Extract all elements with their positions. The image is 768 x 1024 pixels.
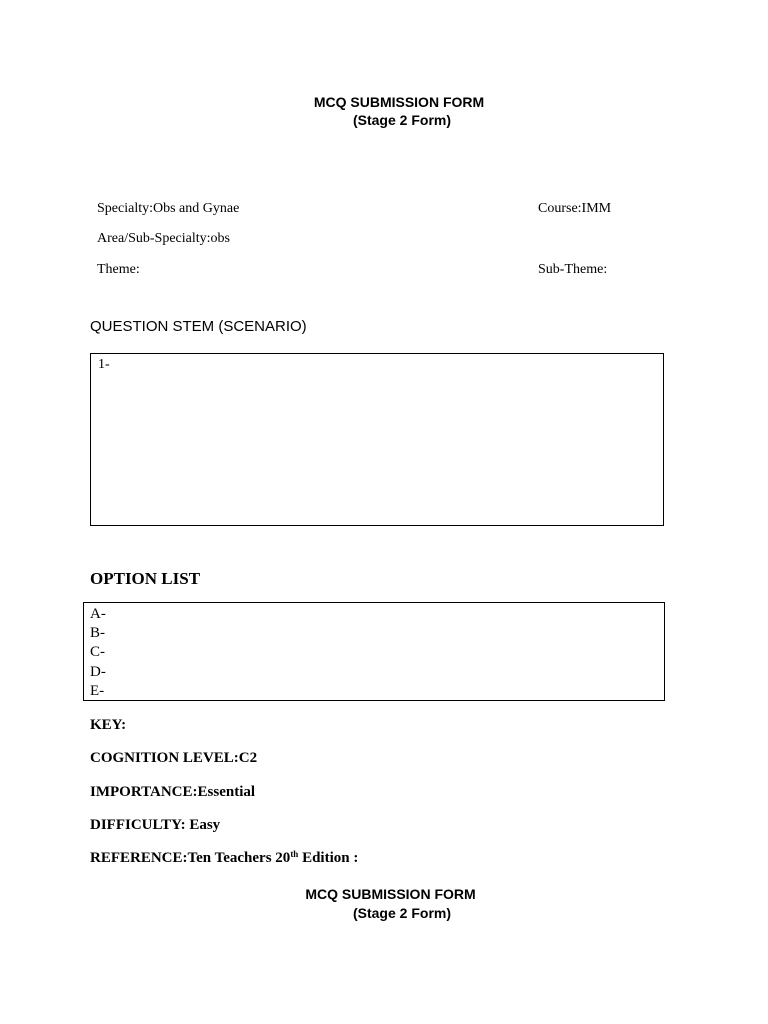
importance-field: IMPORTANCE:Essential bbox=[90, 784, 256, 800]
specialty-label: Specialty:Obs and Gynae bbox=[97, 201, 240, 216]
option-e: E- bbox=[90, 682, 105, 699]
reference-suffix: Edition : bbox=[298, 850, 359, 866]
difficulty-field: DIFFICULTY: Easy bbox=[90, 817, 221, 833]
form-title: MCQ SUBMISSION FORM bbox=[313, 94, 485, 110]
option-c: C- bbox=[90, 644, 105, 661]
cognition-level-field: COGNITION LEVEL:C2 bbox=[90, 750, 258, 766]
option-list-box[interactable] bbox=[83, 602, 665, 701]
option-list-heading: OPTION LIST bbox=[90, 569, 201, 588]
footer-subtitle: (Stage 2 Form) bbox=[352, 905, 451, 921]
reference-field bbox=[90, 850, 358, 867]
option-a: A- bbox=[90, 606, 106, 622]
question-number: 1- bbox=[98, 357, 110, 372]
sub-theme-label: Sub-Theme: bbox=[538, 262, 608, 277]
course-label: Course:IMM bbox=[538, 201, 612, 216]
question-stem-box[interactable] bbox=[90, 353, 664, 526]
form-subtitle: (Stage 2 Form) bbox=[352, 112, 451, 128]
theme-label: Theme: bbox=[97, 262, 140, 277]
area-label: Area/Sub-Specialty:obs bbox=[97, 231, 230, 246]
option-d: D- bbox=[90, 663, 106, 680]
option-b: B- bbox=[90, 625, 105, 642]
footer-title: MCQ SUBMISSION FORM bbox=[305, 886, 476, 902]
question-stem-heading: QUESTION STEM (SCENARIO) bbox=[90, 318, 307, 335]
reference-superscript: th bbox=[290, 849, 299, 859]
reference-text: REFERENCE:Ten Teachers 20 bbox=[90, 850, 291, 866]
key-field: KEY: bbox=[90, 717, 127, 733]
option-list bbox=[90, 605, 106, 701]
